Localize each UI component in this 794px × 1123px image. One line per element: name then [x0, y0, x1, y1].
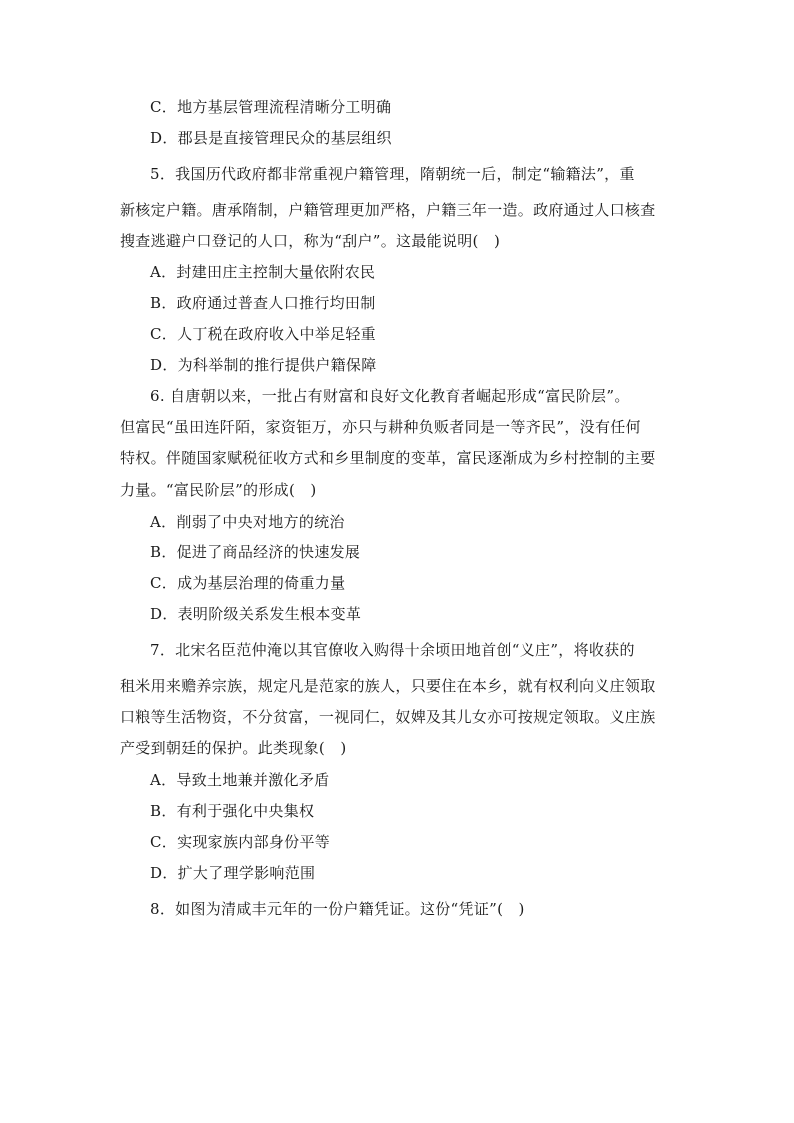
q4-option-c: C．地方基层管理流程清晰分工明确	[150, 98, 392, 116]
q7-stem-line-1: 7．北宋名臣范仲淹以其官僚收入购得十余顷田地首创“义庄”，将收获的	[150, 641, 635, 659]
q6-stem-line-2: 但富民“虽田连阡陌，家资钜万，亦只与耕种负贩者同是一等齐民”，没有任何	[120, 418, 641, 436]
q7-option-d: D．扩大了理学影响范围	[150, 864, 316, 882]
q7-option-b: B．有利于强化中央集权	[150, 802, 315, 820]
q5-option-c: C．人丁税在政府收入中举足轻重	[150, 325, 376, 343]
q6-option-d: D．表明阶级关系发生根本变革	[150, 605, 362, 623]
q5-stem-line-3: 搜查逃避户口登记的人口，称为“刮户”。这最能说明( )	[120, 232, 501, 250]
q7-stem-line-3: 口粮等生活物资，不分贫富，一视同仁，奴婢及其儿女亦可按规定领取。义庄族	[120, 708, 656, 726]
q6-stem-line-4: 力量。“富民阶层”的形成( )	[120, 481, 317, 499]
q5-option-b: B．政府通过普查人口推行均田制	[150, 294, 376, 312]
q5-stem-line-1: 5．我国历代政府都非常重视户籍管理，隋朝统一后，制定“输籍法”，重	[150, 165, 635, 183]
q4-option-d: D．郡县是直接管理民众的基层组织	[150, 129, 392, 147]
q5-stem-line-2: 新核定户籍。唐承隋制，户籍管理更加严格，户籍三年一造。政府通过人口核查	[120, 201, 656, 219]
q7-option-c: C．实现家族内部身份平等	[150, 833, 331, 851]
q6-option-b: B．促进了商品经济的快速发展	[150, 543, 361, 561]
q5-option-d: D．为科举制的推行提供户籍保障	[150, 356, 377, 374]
q6-option-c: C．成为基层治理的倚重力量	[150, 574, 346, 592]
q5-option-a: A．封建田庄主控制大量依附农民	[150, 263, 376, 281]
q8-stem-line-1: 8．如图为清咸丰元年的一份户籍凭证。这份“凭证”( )	[150, 900, 525, 918]
q7-stem-line-2: 租米用来赡养宗族，规定凡是范家的族人，只要住在本乡，就有权利向义庄领取	[120, 677, 656, 695]
q7-stem-line-4: 产受到朝廷的保护。此类现象( )	[120, 739, 347, 757]
q7-option-a: A．导致土地兼并激化矛盾	[150, 771, 330, 789]
q6-stem-line-1: 6. 自唐朝以来，一批占有财富和良好文化教育者崛起形成“富民阶层”。	[150, 387, 630, 405]
q6-stem-line-3: 特权。伴随国家赋税征收方式和乡里制度的变革，富民逐渐成为乡村控制的主要	[120, 449, 656, 467]
q6-option-a: A．削弱了中央对地方的统治	[150, 513, 345, 531]
